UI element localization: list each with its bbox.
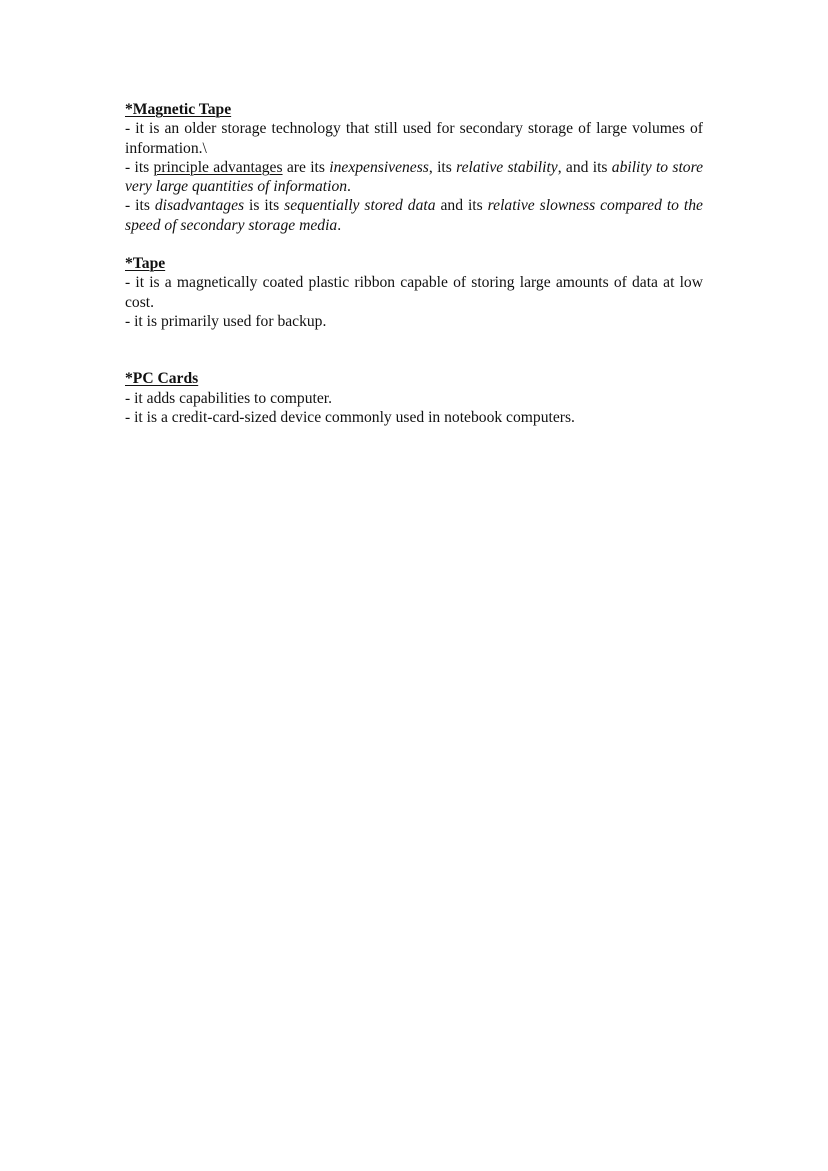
- spacer: [125, 235, 703, 254]
- italic-text: ability to store very large quantities of information: [125, 158, 703, 196]
- underlined-text: principle advantages: [153, 158, 283, 176]
- italic-text: relative stability: [456, 158, 558, 176]
- text-run: , its: [428, 158, 457, 176]
- paragraph: - it is primarily used for backup.: [125, 312, 327, 330]
- section-magnetic-tape: [125, 100, 703, 235]
- spacer: [125, 331, 703, 369]
- italic-text: disadvantages: [154, 197, 245, 215]
- paragraph: [125, 196, 703, 235]
- text-run: .: [347, 178, 351, 196]
- paragraph: - it adds capabilities to computer.: [125, 389, 332, 407]
- paragraph: [125, 158, 703, 197]
- section-tape: [125, 254, 703, 331]
- section-heading: *Magnetic Tape: [125, 101, 232, 118]
- italic-text: relative slowness compared to the speed of secondary storage media: [125, 197, 703, 234]
- document-page: [125, 100, 703, 427]
- paragraph: - it is a magnetically coated plastic ribbon capable of storing large amounts of data at low cost.: [125, 274, 703, 311]
- paragraph: - it is a credit-card-sized device commonly used in notebook computers.: [125, 408, 575, 426]
- text-run: - its: [125, 158, 154, 176]
- italic-text: sequentially stored data: [284, 197, 436, 215]
- italic-text: inexpensiveness: [329, 158, 429, 176]
- section-pc-cards: [125, 369, 703, 427]
- section-heading: *PC Cards: [125, 370, 199, 388]
- section-heading: *Tape: [125, 255, 166, 273]
- text-run: is its: [244, 197, 285, 215]
- paragraph-text: - it is an older storage technology that still used for secondary storage of large volumes of information.\: [125, 120, 703, 157]
- text-run: - its: [125, 197, 155, 215]
- text-run: , and its: [557, 158, 612, 176]
- paragraph: [125, 119, 703, 158]
- text-run: and its: [435, 197, 488, 215]
- text-run: are its: [282, 158, 330, 176]
- text-run: .: [337, 216, 342, 234]
